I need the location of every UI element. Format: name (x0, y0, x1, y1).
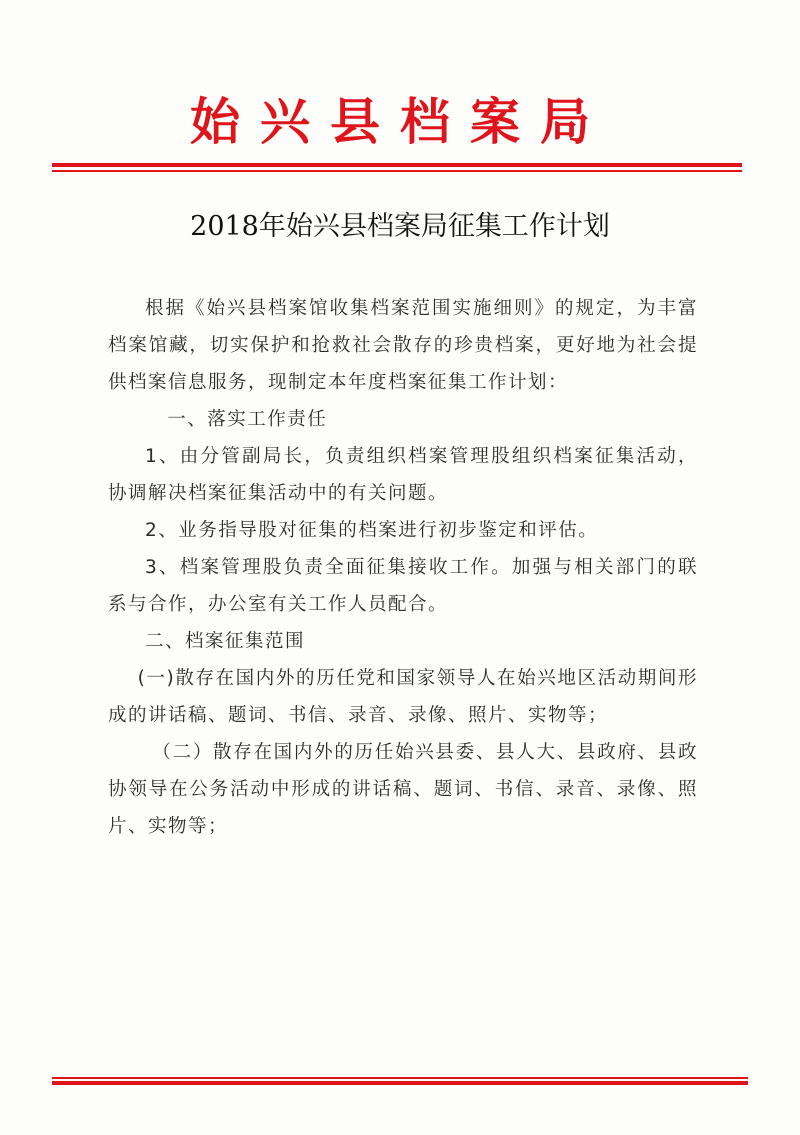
section-heading-1: 一、落实工作责任 (167, 409, 328, 430)
footer-rule-thin (52, 1077, 748, 1079)
intro-paragraph: 根据《始兴县档案馆收集档案范围实施细则》的规定，为丰富档案馆藏，切实保护和抢救社会散存的珍贵档案，更好地为社会提供档案信息服务，现制定本年度档案征集工作计划： (108, 298, 698, 393)
document-title: 2018年始兴县档案局征集工作计划 (190, 211, 610, 242)
footer-rule-thick (52, 1081, 748, 1085)
list-item: (一)散存在国内外的历任党和国家领导人在始兴地区活动期间形成的讲话稿、题词、书信、录音、录像、照片、实物等； (108, 668, 698, 726)
list-item: （二）散存在国内外的历任始兴县委、县人大、县政府、县政协领导在公务活动中形成的讲话稿、题词、书信、录音、录像、照片、实物等； (108, 742, 698, 837)
header-rule-thin (52, 170, 742, 172)
header-rule-thick (52, 163, 742, 167)
document-body (108, 290, 698, 845)
section-heading-2: 二、档案征集范围 (145, 631, 306, 652)
masthead-title: 始兴县档案局 (190, 92, 610, 151)
list-item: 3、档案管理股负责全面征集接收工作。加强与相关部门的联系与合作，办公室有关工作人员配合。 (108, 557, 698, 615)
list-item: 2、业务指导股对征集的档案进行初步鉴定和评估。 (145, 520, 599, 541)
list-item: 1、由分管副局长，负责组织档案管理股组织档案征集活动，协调解决档案征集活动中的有关问题。 (108, 446, 698, 504)
